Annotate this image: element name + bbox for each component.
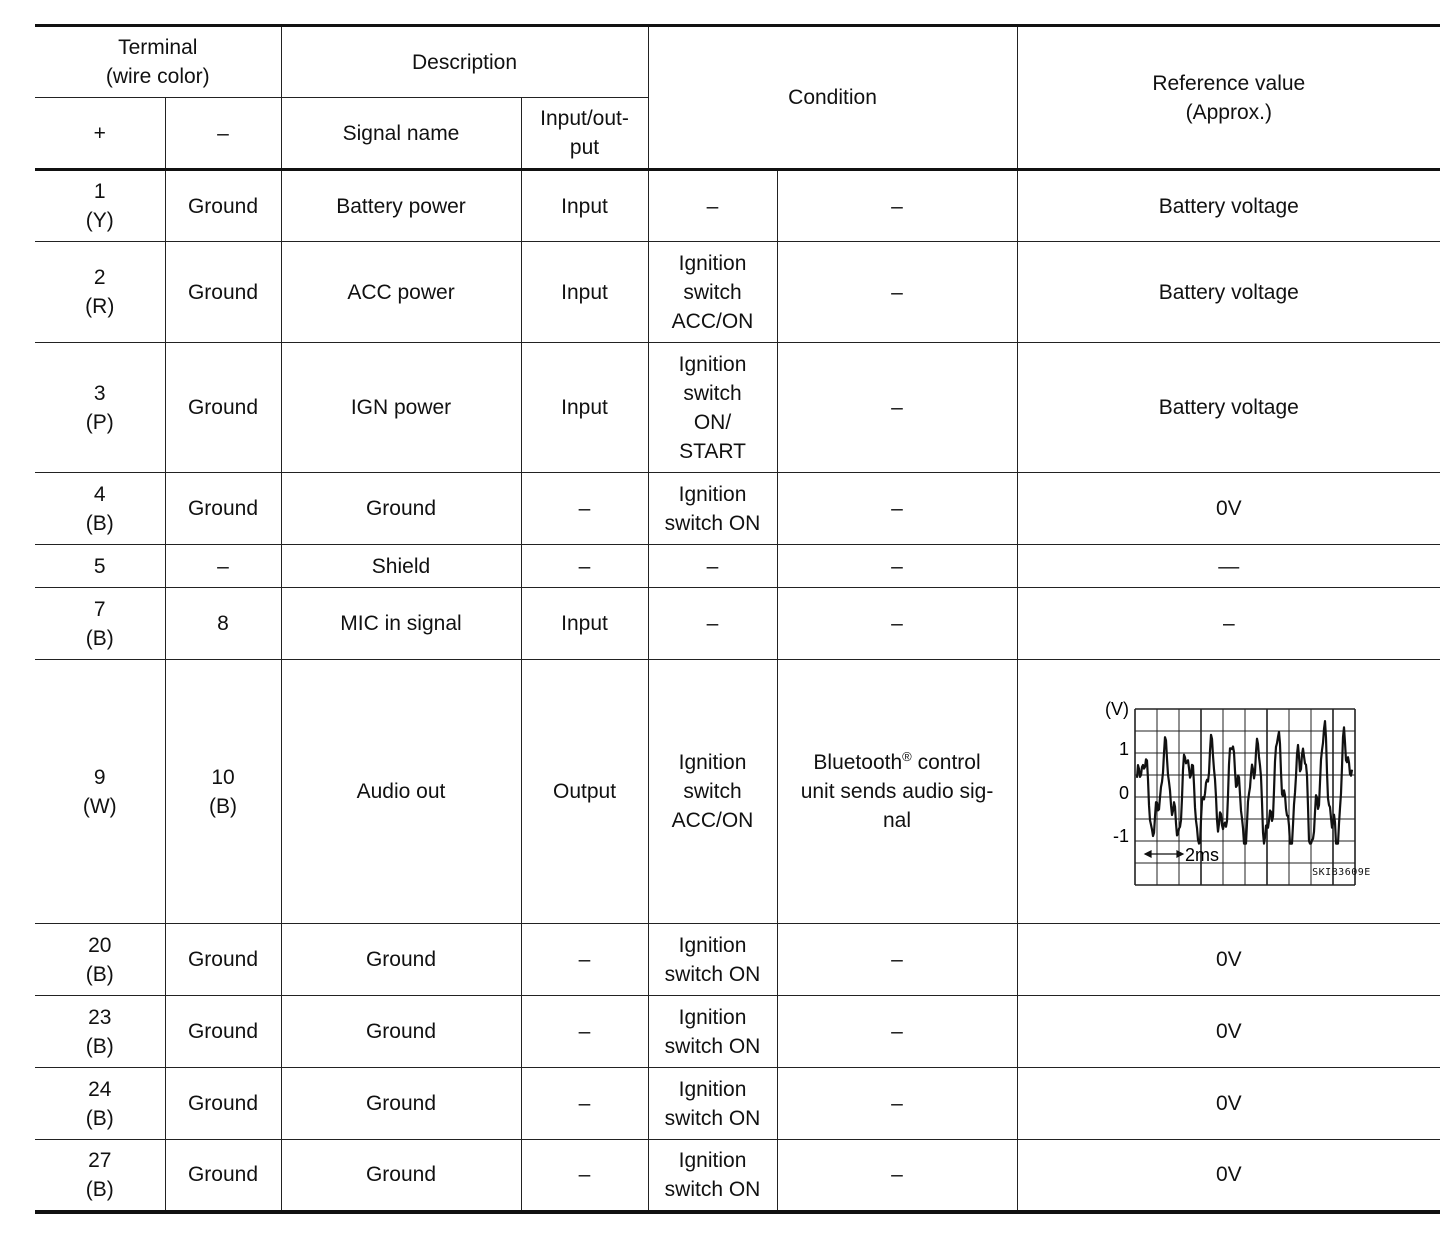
table-row [35,660,1440,924]
cell-condition: Ignition switch ON [648,1140,777,1212]
condition-detail-text: control unit sends audio sig- nal [800,751,994,832]
cell-reference-value: 0V [1017,1068,1440,1140]
cell-terminal-minus: 10 (B) [165,660,281,924]
cell-terminal-minus: Ground [165,1068,281,1140]
tick-label-0: 0 [1118,782,1129,803]
cell-reference-value: Battery voltage [1017,170,1440,242]
table-row [35,473,1440,545]
cell-terminal-plus: 23 (B) [35,996,165,1068]
cell-signal-name: Ground [281,1140,521,1212]
tick-label-1: 1 [1118,738,1129,759]
cell-input-output: Input [521,242,648,343]
header-signal-name: Signal name [281,98,521,170]
cell-signal-name: MIC in signal [281,588,521,660]
cell-terminal-minus: 8 [165,588,281,660]
unit-label: (V) [1104,698,1129,719]
cell-signal-name: Ground [281,996,521,1068]
table-row [35,170,1440,242]
cell-terminal-plus: 4 (B) [35,473,165,545]
cell-terminal-plus: 24 (B) [35,1068,165,1140]
header-minus: – [165,98,281,170]
cell-condition: Ignition switch ACC/ON [648,660,777,924]
cell-condition: – [648,170,777,242]
cell-reference-value: Battery voltage [1017,343,1440,473]
cell-condition-detail: – [777,545,1017,588]
header-plus: + [35,98,165,170]
cell-condition: Ignition switch ON [648,1068,777,1140]
bluetooth-label: Bluetooth [813,751,903,774]
time-scale-arrow [1145,851,1183,857]
cell-condition-detail: – [777,170,1017,242]
cell-signal-name: Audio out [281,660,521,924]
audio-waveform-figure [1079,687,1379,897]
cell-terminal-minus: Ground [165,343,281,473]
cell-condition-detail: – [777,924,1017,996]
header-terminal: Terminal (wire color) [35,26,281,98]
cell-condition-detail: – [777,242,1017,343]
cell-terminal-minus: Ground [165,924,281,996]
tick-label-minus-1: -1 [1112,825,1129,846]
cell-condition: Ignition switch ON [648,924,777,996]
cell-input-output: Input [521,588,648,660]
figure-id: SKIB3609E [1312,866,1371,878]
cell-input-output: – [521,545,648,588]
cell-input-output: – [521,1140,648,1212]
table-row [35,242,1440,343]
cell-signal-name: Battery power [281,170,521,242]
cell-reference-value [1017,660,1440,924]
cell-condition-detail: – [777,1068,1017,1140]
terminal-spec-table [35,24,1440,1214]
cell-terminal-minus: – [165,545,281,588]
cell-terminal-plus: 20 (B) [35,924,165,996]
cell-input-output: – [521,996,648,1068]
cell-input-output: – [521,473,648,545]
cell-condition-detail: – [777,588,1017,660]
table-row [35,1068,1440,1140]
time-scale-label: 2ms [1184,844,1219,865]
cell-reference-value: — [1017,545,1440,588]
cell-reference-value: 0V [1017,996,1440,1068]
cell-signal-name: Ground [281,473,521,545]
table-row [35,588,1440,660]
header-reference-value: Reference value (Approx.) [1017,26,1440,170]
cell-terminal-minus: Ground [165,996,281,1068]
cell-terminal-plus: 27 (B) [35,1140,165,1212]
registered-mark: ® [902,749,912,764]
cell-input-output: – [521,924,648,996]
cell-reference-value: 0V [1017,473,1440,545]
header-description: Description [281,26,648,98]
cell-signal-name: IGN power [281,343,521,473]
cell-condition: Ignition switch ON [648,996,777,1068]
cell-reference-value: 0V [1017,924,1440,996]
cell-condition: – [648,588,777,660]
table-row [35,996,1440,1068]
cell-terminal-plus: 3 (P) [35,343,165,473]
cell-signal-name: Ground [281,924,521,996]
cell-signal-name: Ground [281,1068,521,1140]
table-row [35,545,1440,588]
cell-terminal-minus: Ground [165,1140,281,1212]
cell-signal-name: Shield [281,545,521,588]
cell-terminal-minus: Ground [165,473,281,545]
cell-reference-value: 0V [1017,1140,1440,1212]
cell-terminal-minus: Ground [165,242,281,343]
cell-condition-detail [777,660,1017,924]
cell-condition: – [648,545,777,588]
cell-condition-detail: – [777,1140,1017,1212]
cell-terminal-plus: 2 (R) [35,242,165,343]
cell-reference-value: – [1017,588,1440,660]
cell-terminal-plus: 9 (W) [35,660,165,924]
table-row [35,924,1440,996]
cell-reference-value: Battery voltage [1017,242,1440,343]
cell-terminal-plus: 1 (Y) [35,170,165,242]
cell-terminal-minus: Ground [165,170,281,242]
header-input-output: Input/out- put [521,98,648,170]
cell-condition-detail: – [777,996,1017,1068]
table-row [35,343,1440,473]
cell-terminal-plus: 5 [35,545,165,588]
cell-input-output: – [521,1068,648,1140]
cell-input-output: Input [521,343,648,473]
cell-input-output: Output [521,660,648,924]
cell-condition-detail: – [777,473,1017,545]
cell-condition-detail: – [777,343,1017,473]
cell-condition: Ignition switch ON/ START [648,343,777,473]
header-condition: Condition [648,26,1017,170]
cell-input-output: Input [521,170,648,242]
cell-terminal-plus: 7 (B) [35,588,165,660]
cell-condition: Ignition switch ON [648,473,777,545]
cell-signal-name: ACC power [281,242,521,343]
cell-condition: Ignition switch ACC/ON [648,242,777,343]
table-row [35,1140,1440,1212]
